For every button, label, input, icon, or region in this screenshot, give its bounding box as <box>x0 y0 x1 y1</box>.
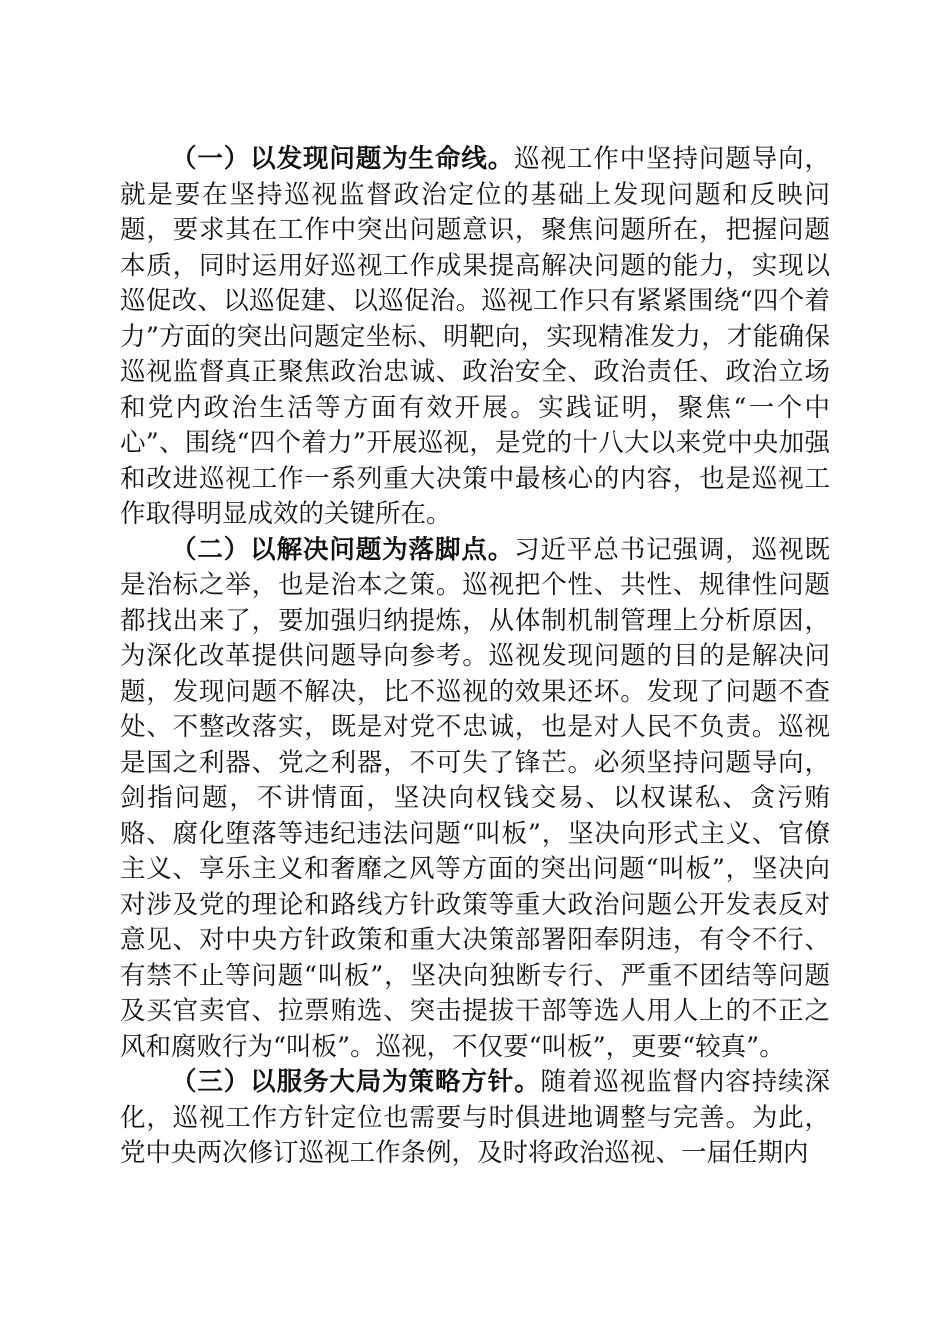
document-body <box>120 142 830 1172</box>
paragraph-2-text: 习近平总书记强调，巡视既是治标之举，也是治本之策。巡视把个性、共性、规律性问题都找出来了，要加强归纳提炼，从体制机制管理上分析原因，为深化改革提供问题导向参考。巡视发现问题的目的是解决问题，发现问题不解决，比不巡视的效果还坏。发现了问题不查处、不整改落实，既是对党不忠诚，也是对人民不负责。巡视是国之利器、党之利器，不可失了锋芒。必须坚持问题导向，剑指问题，不讲情面，坚决向权钱交易、以权谋私、贪污贿赂、腐化堕落等违纪违法问题“叫板”，坚决向形式主义、官僚主义、享乐主义和奢靡之风等方面的突出问题“叫板”，坚决向对涉及党的理论和路线方针政策等重大政治问题公开发表反对意见、对中央方针政策和重大决策部署阳奉阴违，有令不行、有禁不止等问题“叫板”，坚决向独断专行、严重不团结等问题及买官卖官、拉票贿选、突击提拔干部等选人用人上的不正之风和腐败行为“叫板”。巡视，不仅要“叫板”，更要“较真”。 <box>120 534 830 1062</box>
paragraph-3-heading: （三）以服务大局为策略方针。 <box>171 1067 541 1097</box>
paragraph-1 <box>120 142 830 533</box>
paragraph-1-heading: （一）以发现问题为生命线。 <box>171 144 515 174</box>
paragraph-2-heading: （二）以解决问题为落脚点。 <box>171 534 515 565</box>
paragraph-3-text: 随着巡视监督内容持续深化，巡视工作方针定位也需要与时俱进地调整与完善。为此，党中央两次修订巡视工作条例，及时将政治巡视、一届任期内 <box>120 1067 830 1168</box>
paragraph-2 <box>120 533 830 1066</box>
paragraph-3 <box>120 1065 830 1172</box>
paragraph-1-text: 巡视工作中坚持问题导向，就是要在坚持巡视监督政治定位的基础上发现问题和反映问题，要求其在工作中突出问题意识，聚焦问题所在，把握问题本质，同时运用好巡视工作成果提高解决问题的能力，实现以巡促改、以巡促建、以巡促治。巡视工作只有紧紧围绕“四个着力”方面的突出问题定坐标、明靶向，实现精准发力，才能确保巡视监督真正聚焦政治忠诚、政治安全、政治责任、政治立场和党内政治生活等方面有效开展。实践证明，聚焦“一个中心”、围绕“四个着力”开展巡视，是党的十八大以来党中央加强和改进巡视工作一系列重大决策中最核心的内容，也是巡视工作取得明显成效的关键所在。 <box>120 144 830 529</box>
